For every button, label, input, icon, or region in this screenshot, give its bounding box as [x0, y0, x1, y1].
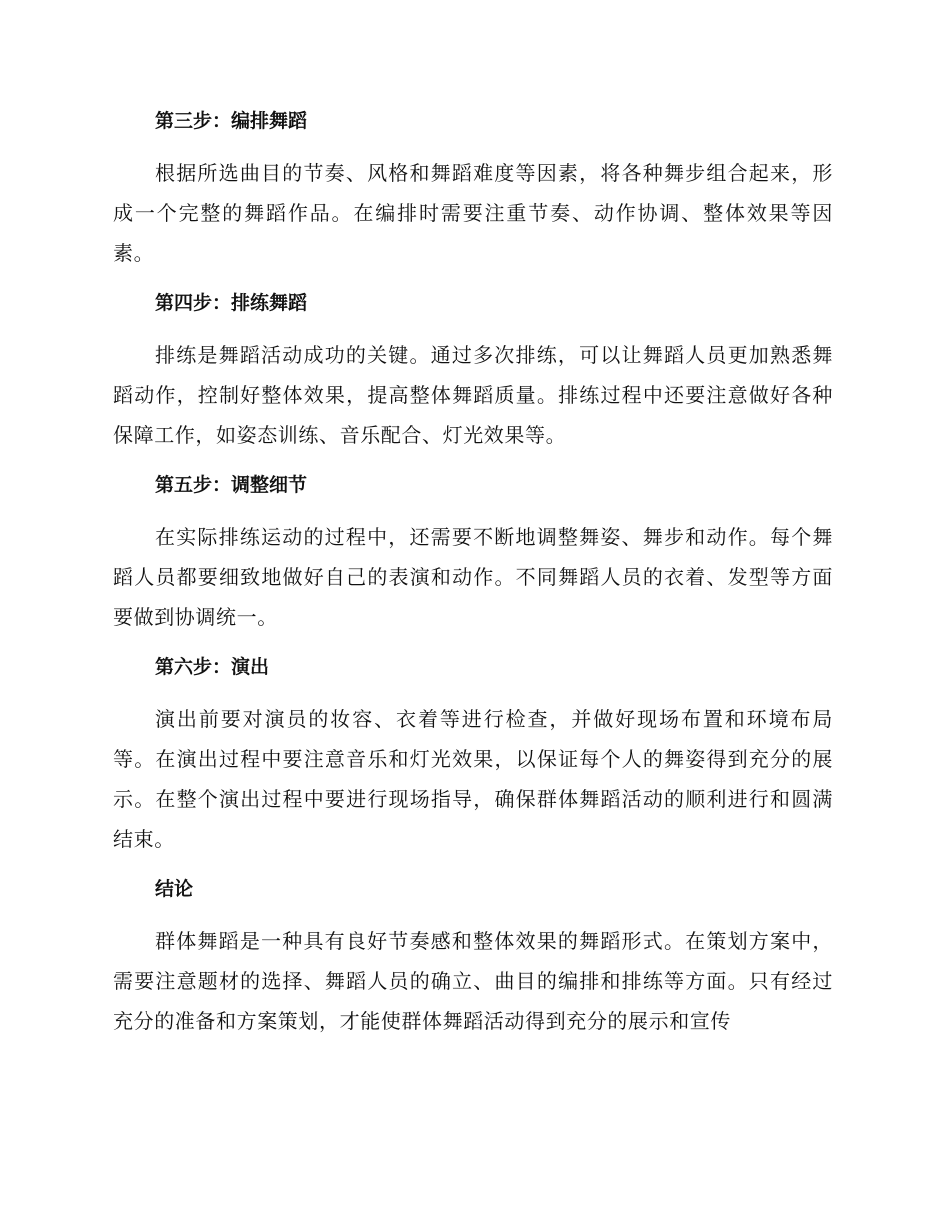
section-heading-step5: 第五步：调整细节: [155, 474, 308, 496]
section-heading-step6: 第六步：演出: [155, 656, 270, 678]
section-paragraph-step6: 演出前要对演员的妆容、衣着等进行检查，并做好现场布置和环境布局等。在演出过程中要注意音乐和灯光效果，以保证每个人的舞姿得到充分的展示。在整个演出过程中要进行现场指导，确保群体舞蹈活动的顺利进行和圆满结束。: [113, 707, 833, 851]
section-paragraph-conclusion: 群体舞蹈是一种具有良好节奏感和整体效果的舞蹈形式。在策划方案中，需要注意题材的选择、舞蹈人员的确立、曲目的编排和排练等方面。只有经过充分的准备和方案策划，才能使群体舞蹈活动得到充分的展示和宣传: [113, 929, 833, 1033]
section-paragraph-step3: 根据所选曲目的节奏、风格和舞蹈难度等因素，将各种舞步组合起来，形成一个完整的舞蹈作品。在编排时需要注重节奏、动作协调、整体效果等因素。: [113, 161, 833, 265]
section-heading-step4: 第四步：排练舞蹈: [155, 292, 308, 314]
document-content: [113, 107, 833, 1057]
section-heading-step3: 第三步：编排舞蹈: [155, 110, 308, 132]
section-paragraph-step4: 排练是舞蹈活动成功的关键。通过多次排练，可以让舞蹈人员更加熟悉舞蹈动作，控制好整体效果，提高整体舞蹈质量。排练过程中还要注意做好各种保障工作，如姿态训练、音乐配合、灯光效果等。: [113, 343, 833, 447]
section-paragraph-step5: 在实际排练运动的过程中，还需要不断地调整舞姿、舞步和动作。每个舞蹈人员都要细致地做好自己的表演和动作。不同舞蹈人员的衣着、发型等方面要做到协调统一。: [113, 525, 833, 629]
section-heading-conclusion: 结论: [155, 878, 194, 900]
